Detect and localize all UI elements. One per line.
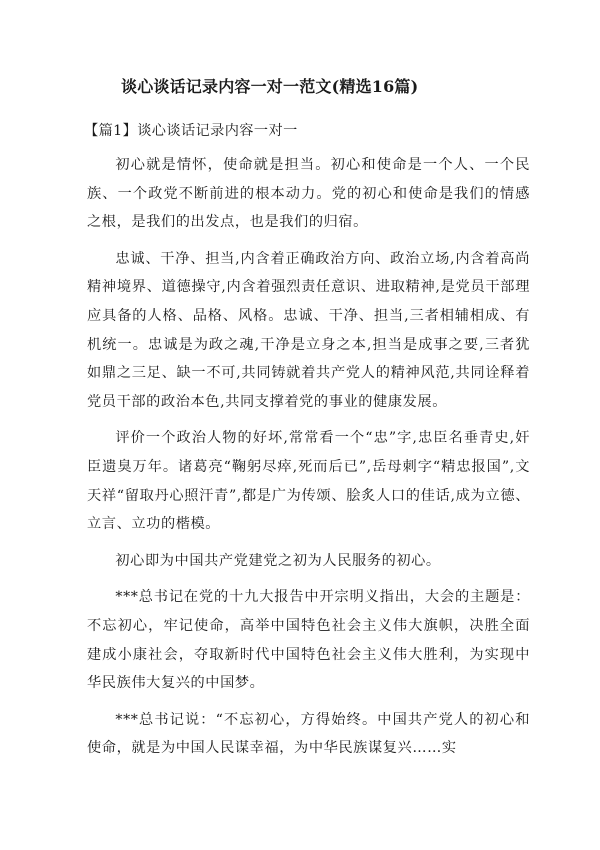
- paragraph-3: 评价一个政治人物的好坏,常常看一个“忠”字,忠臣名垂青史,奸臣遗臭万年。诸葛亮“鞠躬尽瘁,死而后已”,岳母刺字“精忠报国”,文天祥“留取丹心照汗青”,都是广为传颂、脍炙人口的佳话,成为立德、立言、立功的楷模。: [87, 430, 530, 533]
- paragraph-4: 初心即为中国共产党建党之初为人民服务的初心。: [115, 552, 441, 569]
- paragraph-2: 忠诚、干净、担当,内含着正确政治方向、政治立场,内含着高尚精神境界、道德操守,内含着强烈责任意识、进取精神,是党员干部理应具备的人格、品格、风格。忠诚、干净、担当,三者相辅相成、有机统一。忠诚是为政之魂,干净是立身之本,担当是成事之要,三者犹如鼎之三足、缺一不可,共同铸就着共产党人的精神风范,共同诠释着党员干部的政治本色,共同支撑着党的事业的健康发展。: [87, 250, 530, 410]
- document-title: 谈心谈话记录内容一对一范文(精选16篇): [121, 77, 419, 96]
- section-heading: 【篇1】谈心谈话记录内容一对一: [84, 123, 298, 139]
- paragraph-1: 初心就是情怀，使命就是担当。初心和使命是一个人、一个民族、一个政党不断前进的根本动力。党的初心和使命是我们的情感之根，是我们的出发点，也是我们的归宿。: [87, 157, 530, 231]
- paragraph-6: ***总书记说：“不忘初心，方得始终。中国共产党人的初心和使命，就是为中国人民谋幸福，为中华民族谋复兴……实: [87, 711, 530, 757]
- paragraph-5: ***总书记在党的十九大报告中开宗明义指出，大会的主题是：不忘初心，牢记使命，高举中国特色社会主义伟大旗帜，决胜全面建成小康社会，夺取新时代中国特色社会主义伟大胜利，为实现中华民族伟大复兴的中国梦。: [87, 589, 530, 692]
